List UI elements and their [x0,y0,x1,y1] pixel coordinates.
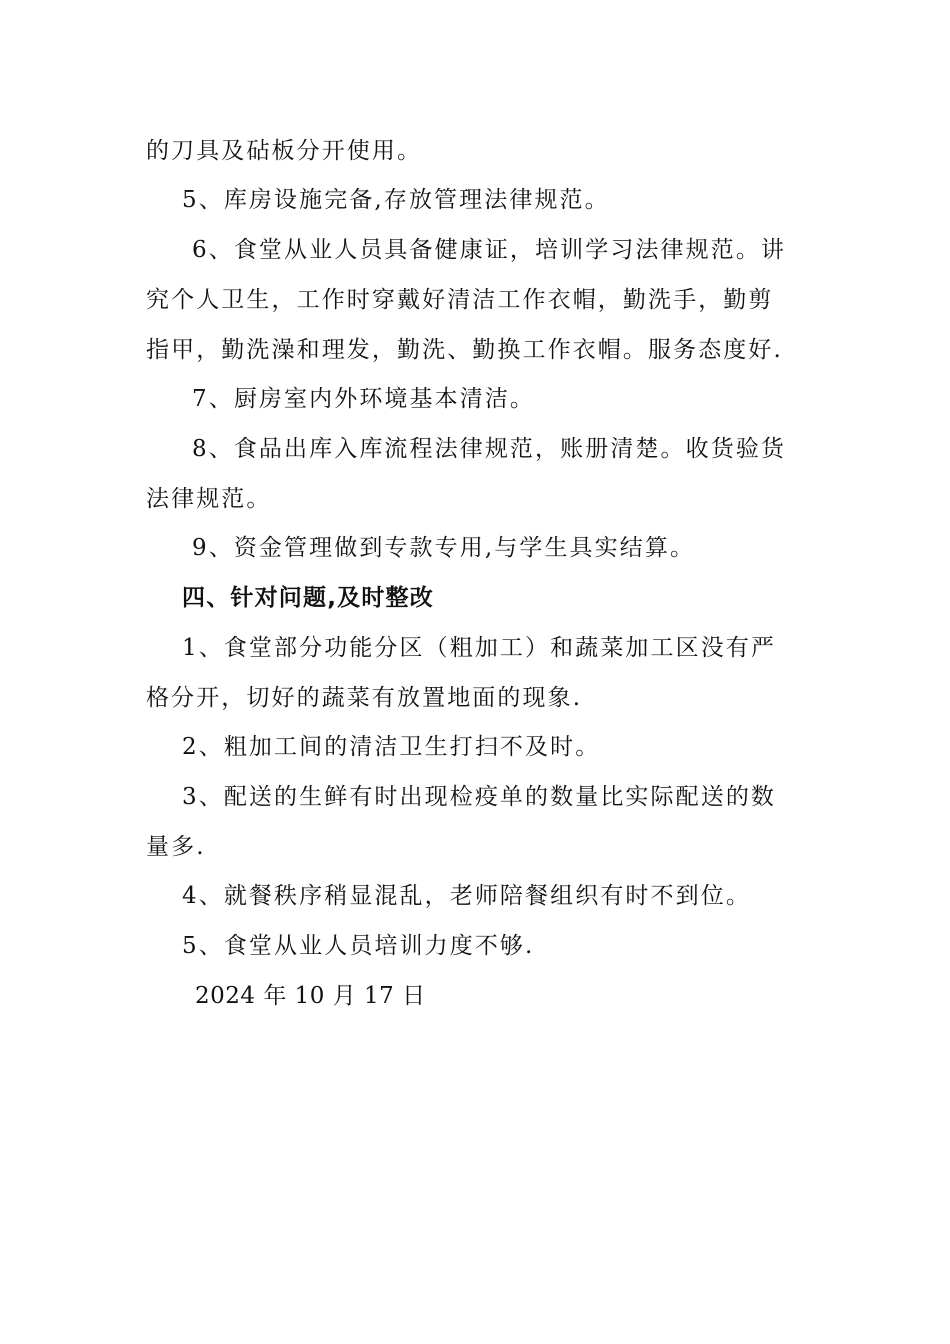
issue-item-4: 4、就餐秩序稍显混乱，老师陪餐组织有时不到位。 [182,883,751,909]
issue-item-5: 5、食堂从业人员培训力度不够. [182,933,535,959]
issue-item-2: 2、粗加工间的清洁卫生打扫不及时。 [182,734,601,760]
list-item-8-food-flow: 8、食品出库入库流程法律规范，账册清楚。收货验货 [192,436,787,462]
list-item-9-funds: 9、资金管理做到专款专用,与学生具实结算。 [192,535,696,561]
issue-item-3: 3、配送的生鲜有时出现检疫单的数量比实际配送的数 [182,784,777,810]
text-line: 格分开，切好的蔬菜有放置地面的现象. [146,685,583,711]
text-line: 的刀具及砧板分开使用。 [146,138,423,164]
text-line: 究个人卫生，工作时穿戴好清洁工作衣帽，勤洗手，勤剪 [146,287,774,313]
text-line: 指甲，勤洗澡和理发，勤洗、勤换工作衣帽。服务态度好. [146,337,783,363]
text-line: 量多. [146,834,206,860]
document-date: 2024 年 10 月 17 日 [195,983,426,1009]
list-item-6-staff: 6、食堂从业人员具备健康证，培训学习法律规范。讲 [192,237,787,263]
list-item-5-storage: 5、库房设施完备,存放管理法律规范。 [182,187,610,213]
section-heading: 四、针对问题,及时整改 [182,585,434,611]
issue-item-1: 1、食堂部分功能分区（粗加工）和蔬菜加工区没有严 [182,635,777,661]
text-line: 法律规范。 [146,486,272,512]
list-item-7-kitchen: 7、厨房室内外环境基本清洁。 [192,386,536,412]
